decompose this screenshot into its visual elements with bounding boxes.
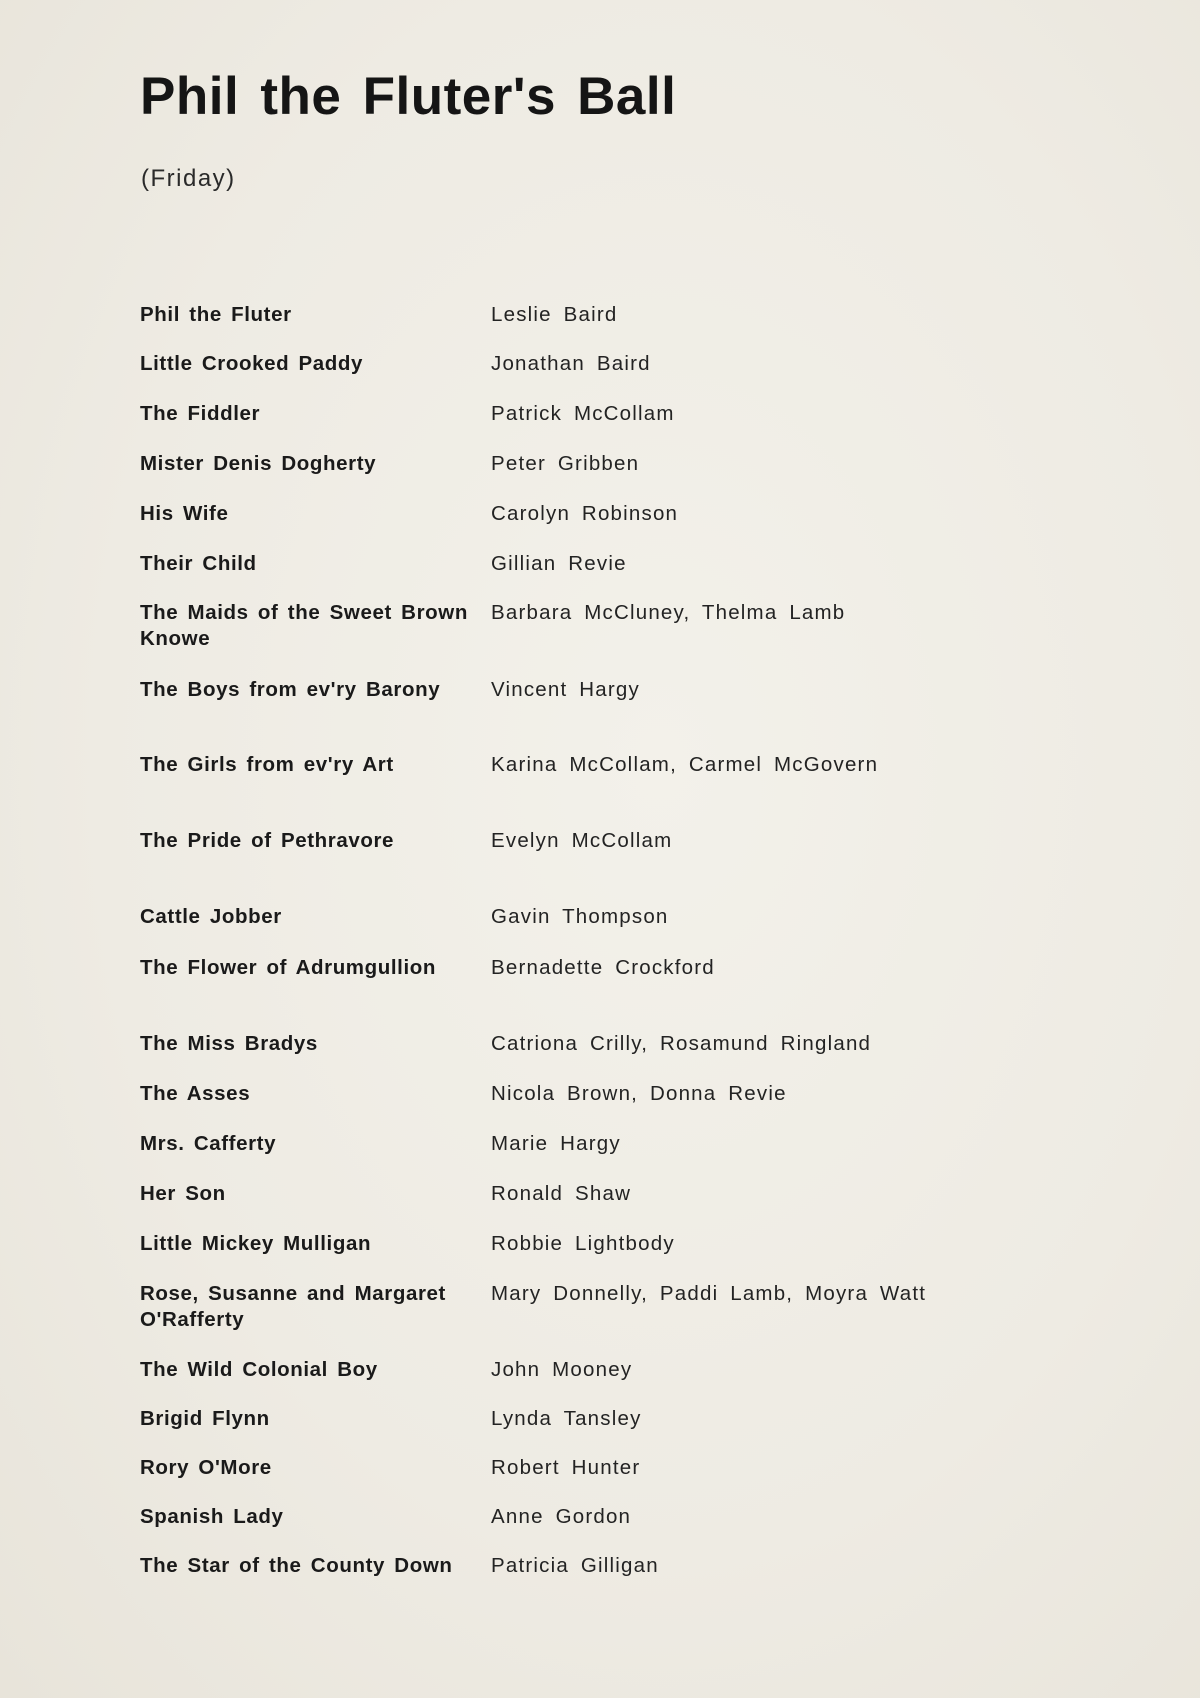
actor-name: Leslie Baird (491, 303, 618, 326)
actor-name: Nicola Brown, Donna Revie (491, 1082, 787, 1105)
role-name: The Girls from ev'ry Art (140, 753, 394, 776)
actor-name: Patricia Gilligan (491, 1554, 659, 1577)
role-name: Her Son (140, 1182, 226, 1205)
role-name: Cattle Jobber (140, 905, 282, 928)
actor-name: Robbie Lightbody (491, 1232, 675, 1255)
role-name: Brigid Flynn (140, 1407, 270, 1430)
actor-name: Gillian Revie (491, 552, 627, 575)
role-name: Rory O'More (140, 1456, 272, 1479)
actor-name: Ronald Shaw (491, 1182, 632, 1205)
actor-name: Jonathan Baird (491, 352, 651, 375)
actor-name: Anne Gordon (491, 1505, 632, 1528)
actor-name: Catriona Crilly, Rosamund Ringland (491, 1032, 872, 1055)
actor-name: Carolyn Robinson (491, 502, 679, 525)
actor-name: Patrick McCollam (491, 402, 675, 425)
role-name: Mrs. Cafferty (140, 1132, 277, 1155)
role-name: The Wild Colonial Boy (140, 1358, 378, 1381)
role-name: Phil the Fluter (140, 303, 292, 326)
role-name: The Boys from ev'ry Barony (140, 678, 441, 701)
role-name: The Flower of Adrumgullion (140, 956, 437, 979)
role-name: The Asses (140, 1082, 251, 1105)
role-name: The Pride of Pethravore (140, 829, 395, 852)
role-name: Their Child (140, 552, 257, 575)
role-name: Rose, Susanne and Margaret O'Rafferty (140, 1282, 446, 1331)
role-name: The Miss Bradys (140, 1032, 318, 1055)
role-name: Spanish Lady (140, 1505, 284, 1528)
actor-name: John Mooney (491, 1358, 633, 1381)
role-name: The Fiddler (140, 402, 261, 425)
role-name: The Maids of the Sweet Brown Knowe (140, 601, 468, 650)
actor-name: Marie Hargy (491, 1132, 621, 1155)
role-name: Little Mickey Mulligan (140, 1232, 372, 1255)
role-name: Mister Denis Dogherty (140, 452, 377, 475)
role-name: The Star of the County Down (140, 1554, 453, 1577)
actor-name: Vincent Hargy (491, 678, 640, 701)
page-title: Phil the Fluter's Ball (140, 67, 677, 126)
actor-name: Evelyn McCollam (491, 829, 673, 852)
actor-name: Mary Donnelly, Paddi Lamb, Moyra Watt (491, 1282, 927, 1305)
actor-name: Gavin Thompson (491, 905, 669, 928)
role-name: Little Crooked Paddy (140, 352, 364, 375)
actor-name: Robert Hunter (491, 1456, 641, 1479)
actor-name: Lynda Tansley (491, 1407, 642, 1430)
actor-name: Karina McCollam, Carmel McGovern (491, 753, 879, 776)
page-subtitle: (Friday) (141, 165, 236, 192)
actor-name: Bernadette Crockford (491, 956, 715, 979)
actor-name: Barbara McCluney, Thelma Lamb (491, 601, 846, 624)
role-name: His Wife (140, 502, 229, 525)
actor-name: Peter Gribben (491, 452, 640, 475)
